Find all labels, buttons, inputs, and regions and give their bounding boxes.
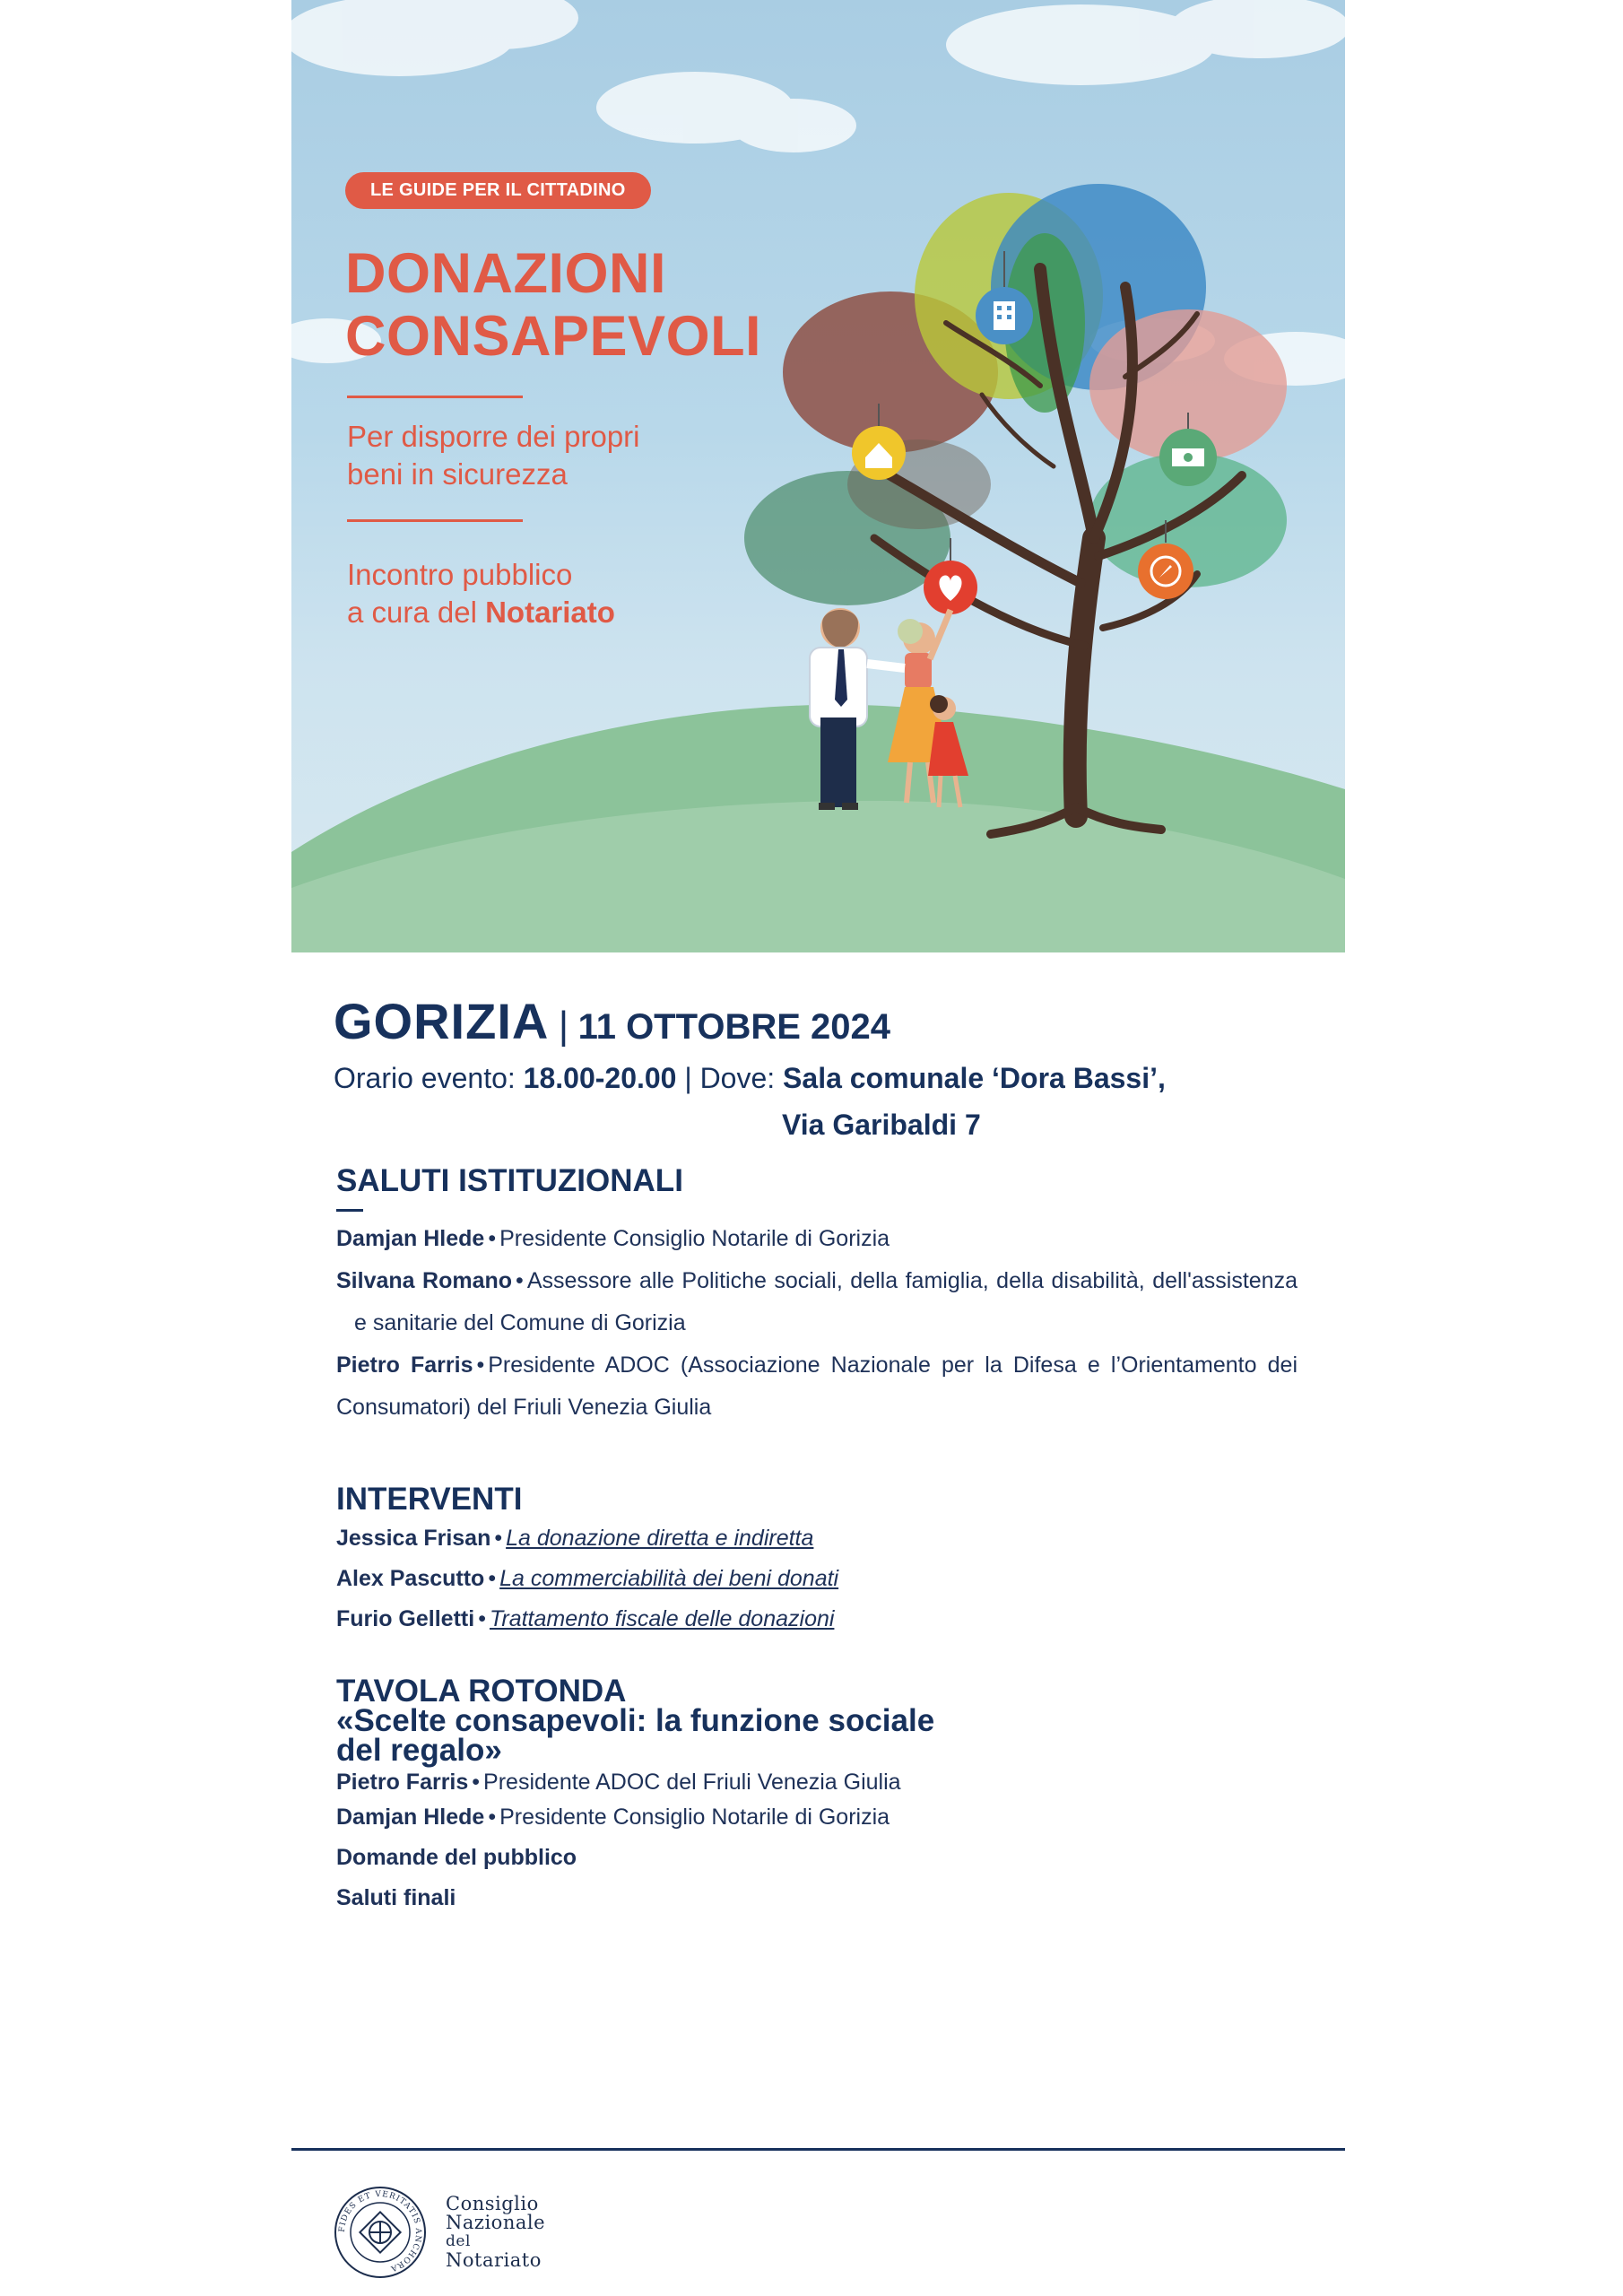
org-line4 bbox=[446, 2251, 545, 2270]
series-badge: LE GUIDE PER IL CITTADINO bbox=[345, 172, 651, 209]
audience-questions: Domande del pubblico bbox=[336, 1845, 577, 1870]
speaker-role: Presidente ADOC (Associazione Nazionale per la Difesa e l’Orientamento dei bbox=[488, 1352, 1298, 1378]
bullet: • bbox=[494, 1526, 503, 1551]
section-title-saluti: SALUTI ISTITUZIONALI bbox=[336, 1163, 683, 1198]
speaker-role-continued: e sanitarie del Comune di Gorizia bbox=[354, 1310, 686, 1335]
bullet: • bbox=[472, 1770, 481, 1795]
hero-banner bbox=[291, 0, 1345, 952]
bullet: • bbox=[488, 1566, 497, 1591]
notariato-seal-logo bbox=[334, 2186, 427, 2279]
hero-title bbox=[345, 242, 761, 368]
hero-subtitle-line1: Per disporre dei propri bbox=[347, 420, 640, 453]
closing-item bbox=[336, 1885, 456, 1911]
hero-subtitle-line2: beni in sicurezza bbox=[347, 457, 568, 491]
bullet: • bbox=[478, 1606, 486, 1631]
speaker-name: Damjan Hlede bbox=[336, 1805, 485, 1830]
section-title-interventi: INTERVENTI bbox=[336, 1482, 523, 1517]
speaker-name: Silvana Romano bbox=[336, 1268, 513, 1293]
bullet: • bbox=[476, 1352, 485, 1378]
talk-topic: Trattamento fiscale delle donazioni bbox=[489, 1606, 835, 1631]
talk-row bbox=[336, 1606, 834, 1632]
hero-meeting-note bbox=[347, 556, 615, 631]
bullet: • bbox=[516, 1268, 524, 1293]
hero-meeting-org: Notariato bbox=[485, 596, 615, 629]
section-underline bbox=[336, 1209, 363, 1212]
speaker-row bbox=[336, 1268, 1298, 1294]
hero-meeting-prefix: a cura del bbox=[347, 596, 486, 629]
speaker-name: Alex Pascutto bbox=[336, 1566, 485, 1591]
panelist-row bbox=[336, 1770, 901, 1796]
footer-divider bbox=[291, 2148, 1345, 2151]
org-line2 bbox=[446, 2213, 545, 2232]
talk-row bbox=[336, 1566, 838, 1592]
talk-topic: La commerciabilità dei beni donati bbox=[499, 1566, 839, 1591]
speaker-role: Presidente Consiglio Notarile di Gorizia bbox=[499, 1226, 890, 1251]
speaker-row bbox=[336, 1226, 890, 1252]
where-label: | Dove: bbox=[676, 1062, 784, 1094]
time-label: Orario evento: bbox=[334, 1062, 524, 1094]
heading-separator: | bbox=[558, 1004, 569, 1048]
venue-name: Sala comunale ‘Dora Bassi’, bbox=[783, 1062, 1166, 1094]
speaker-name: Furio Gelletti bbox=[336, 1606, 475, 1631]
seal-motto: FIDES ET VERITATIS ANCHORA bbox=[337, 2189, 423, 2274]
hero-meeting-line1: Incontro pubblico bbox=[347, 558, 573, 591]
roundtable-subtitle-line2: del regalo» bbox=[336, 1733, 502, 1768]
hero-divider bbox=[347, 396, 523, 398]
hero-title-line1: DONAZIONI bbox=[345, 242, 666, 305]
hero-title-line2: CONSAPEVOLI bbox=[345, 305, 762, 368]
speaker-role: Presidente Consiglio Notarile di Gorizia bbox=[499, 1805, 890, 1830]
hero-divider bbox=[347, 519, 523, 522]
org-line1 bbox=[446, 2195, 545, 2213]
hero-meeting-line2 bbox=[347, 594, 615, 631]
closing-item bbox=[336, 1845, 577, 1871]
org-line3: del bbox=[446, 2232, 471, 2250]
org-word: Nazionale bbox=[446, 2212, 546, 2233]
tree-foliage bbox=[744, 184, 1287, 605]
org-word: Notariato bbox=[446, 2249, 542, 2271]
bullet: • bbox=[488, 1226, 497, 1251]
bullet: • bbox=[488, 1805, 497, 1830]
final-greetings: Saluti finali bbox=[336, 1885, 456, 1910]
event-date: 11 OTTOBRE 2024 bbox=[577, 1007, 890, 1047]
org-word: Consiglio bbox=[446, 2193, 539, 2214]
section-title-tavola: TAVOLA ROTONDA bbox=[336, 1674, 627, 1709]
organization-name bbox=[446, 2195, 545, 2270]
talk-topic: La donazione diretta e indiretta bbox=[506, 1526, 814, 1551]
talk-row bbox=[336, 1526, 813, 1552]
speaker-name: Pietro Farris bbox=[336, 1352, 473, 1378]
speaker-row bbox=[336, 1352, 1298, 1378]
hero-subtitle bbox=[347, 418, 640, 493]
event-city: GORIZIA bbox=[334, 993, 550, 1049]
roundtable-subtitle-line1: «Scelte consapevoli: la funzione sociale bbox=[336, 1703, 935, 1738]
speaker-name: Pietro Farris bbox=[336, 1770, 469, 1795]
speaker-role-continued: Consumatori) del Friuli Venezia Giulia bbox=[336, 1395, 712, 1420]
speaker-role: Presidente ADOC del Friuli Venezia Giulia bbox=[483, 1770, 901, 1795]
speaker-role: Assessore alle Politiche sociali, della famiglia, della disabilità, dell'assistenza bbox=[526, 1268, 1298, 1293]
venue-address: Via Garibaldi 7 bbox=[782, 1109, 981, 1141]
speaker-name: Damjan Hlede bbox=[336, 1226, 485, 1251]
time-value: 18.00-20.00 bbox=[523, 1062, 677, 1094]
event-heading bbox=[334, 992, 890, 1050]
panelist-row bbox=[336, 1805, 890, 1831]
event-time-place bbox=[334, 1062, 1166, 1095]
speaker-name: Jessica Frisan bbox=[336, 1526, 491, 1551]
